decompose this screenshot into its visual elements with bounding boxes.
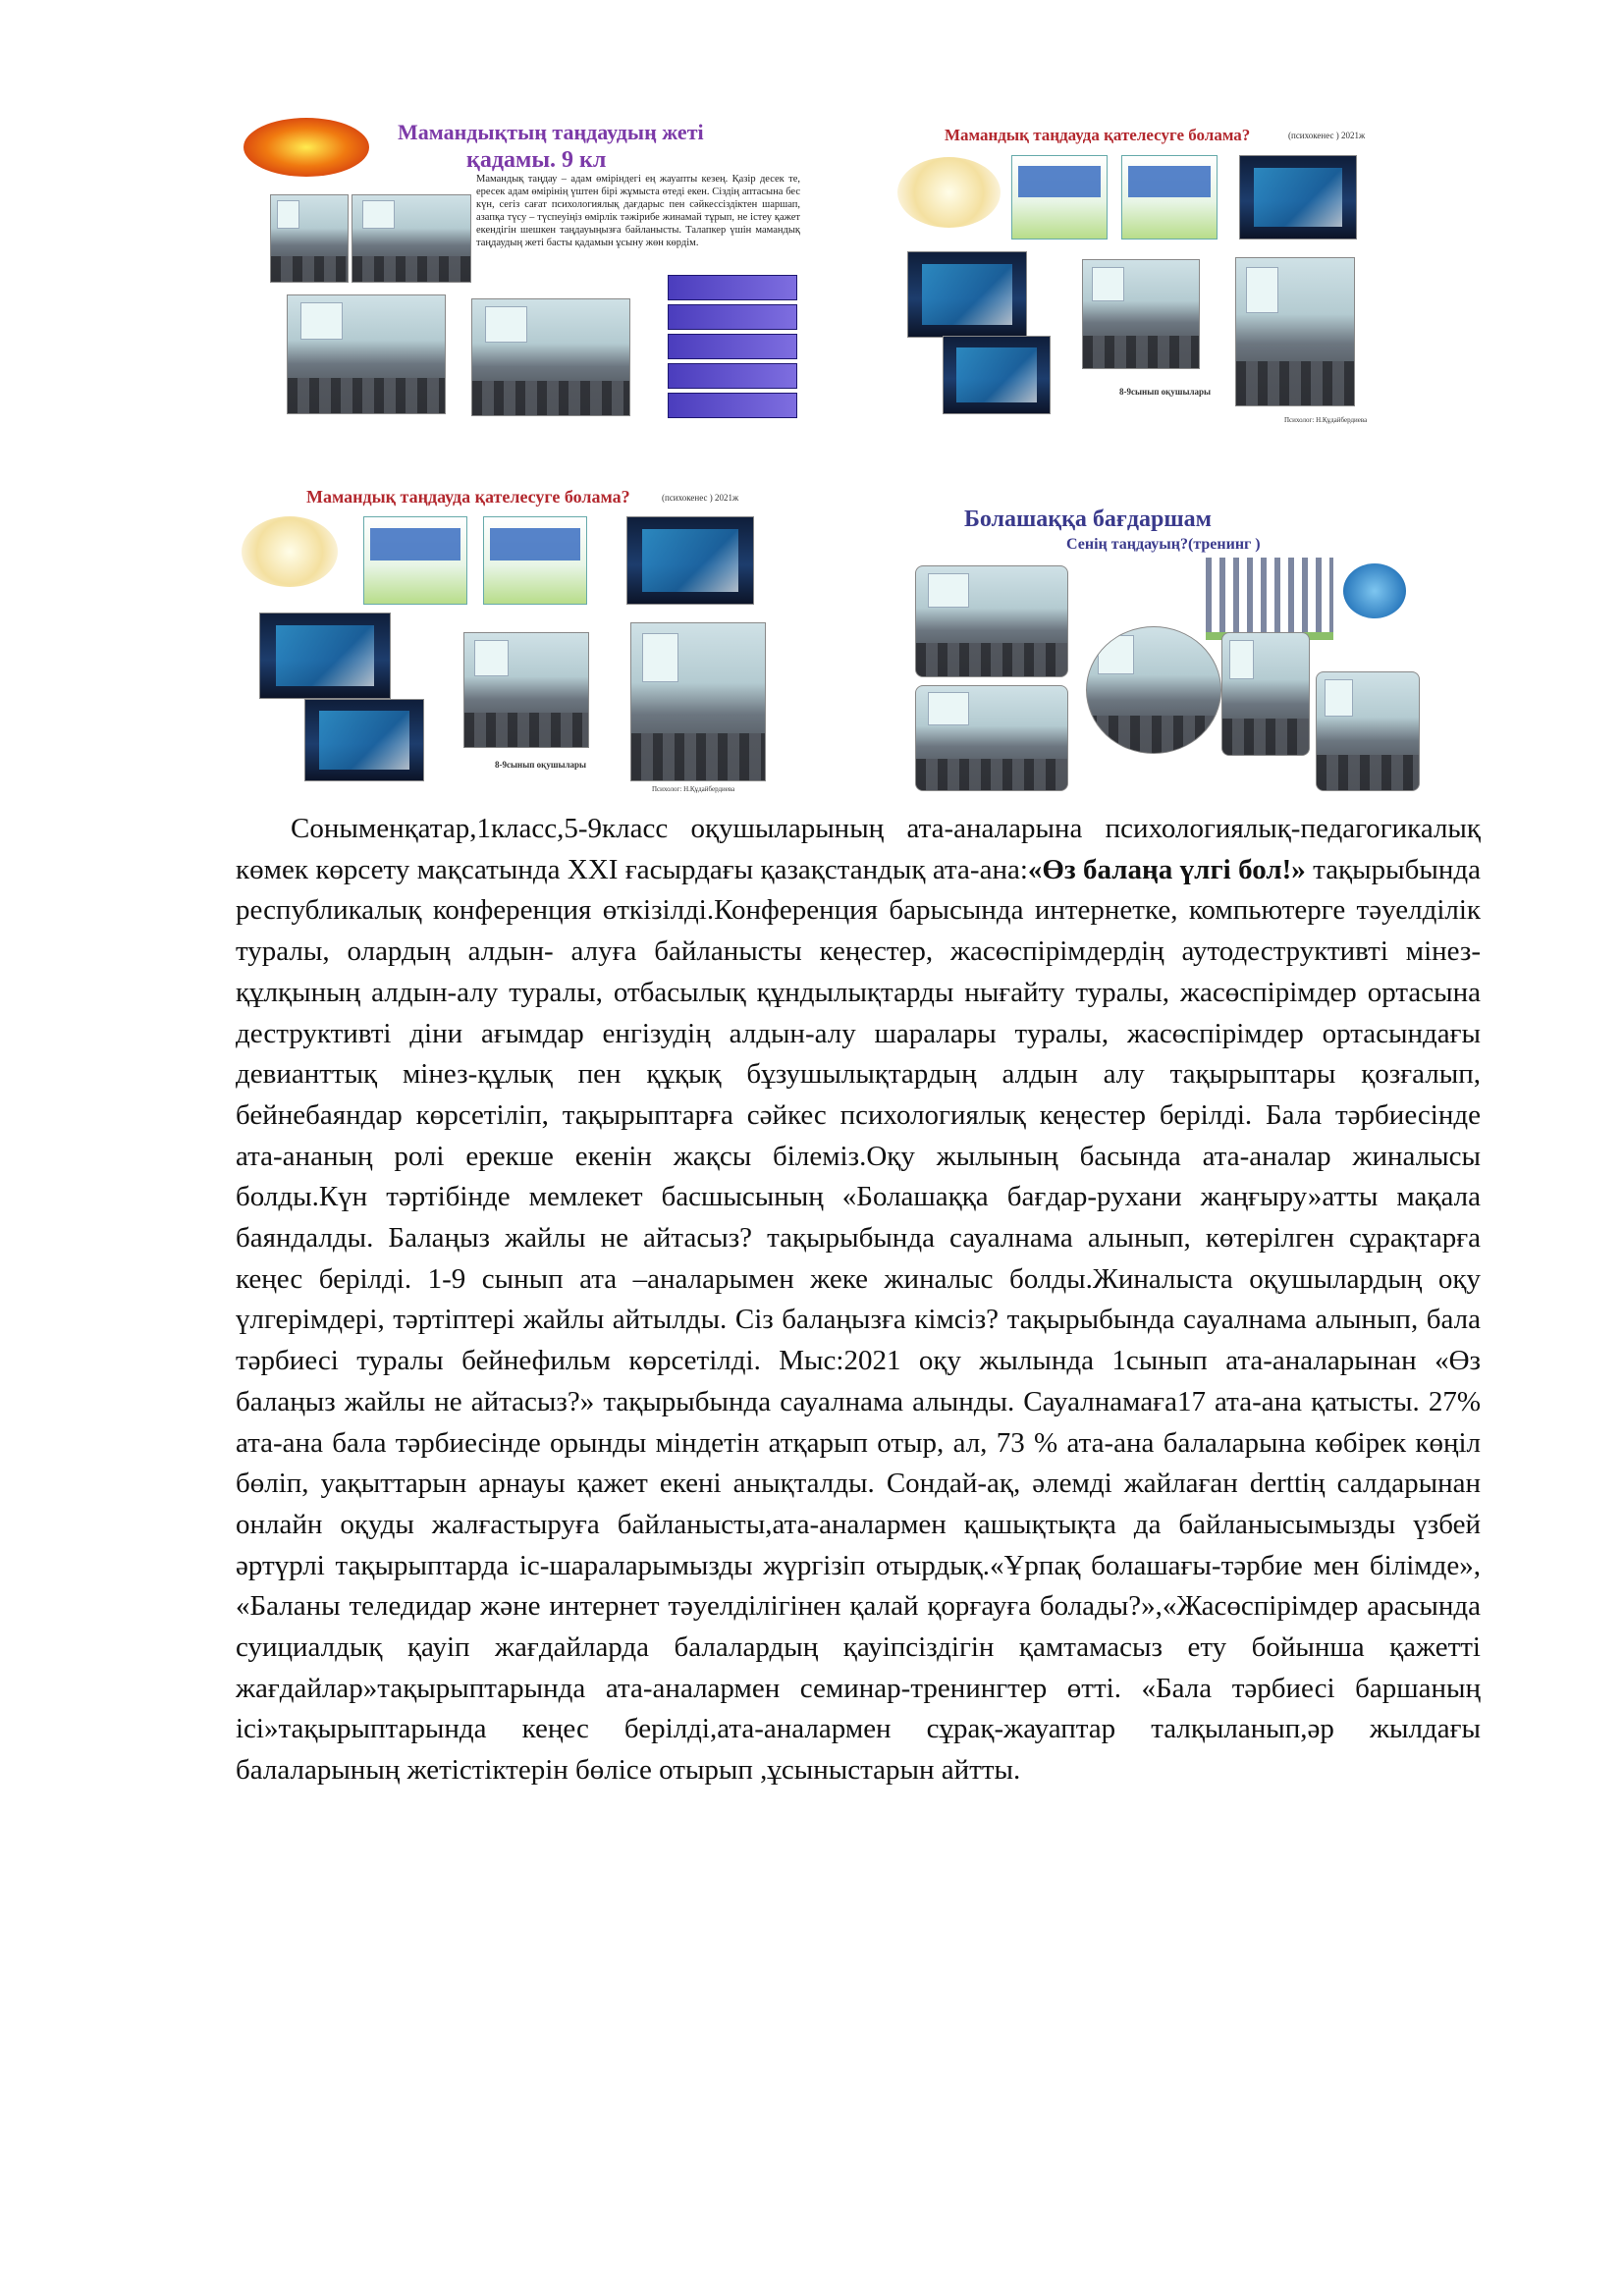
collage-title-line1: Мамандықтың таңдаудың жеті	[398, 120, 704, 144]
video-screen-photo	[626, 516, 754, 605]
article-text-part1: Соныменқатар,1класс,5-9класс оқушыларының ата-аналарына психологиялық-педагогикалық көмек көрсету мақсатында XXI ғасырдағы қазақстандық ата-ана:	[236, 813, 1481, 885]
collage-subtitle: Сенің таңдауың?(тренинг )	[1066, 536, 1261, 553]
business-people-graphic	[1206, 558, 1333, 640]
collage-title: Болашаққа бағдаршам	[964, 507, 1212, 532]
slide-thumbnail	[1011, 155, 1108, 240]
collage-credit: Психолог: Н.Құдайбердиева	[1284, 416, 1368, 424]
classroom-photo	[1235, 257, 1355, 406]
collage-career-mistake-bottom	[240, 485, 801, 797]
collage-title-note: (психокенес ) 2021ж	[662, 493, 739, 503]
collage-title-line2: қадамы. 9 кл	[466, 147, 607, 173]
classroom-photo	[270, 194, 349, 283]
group-discussion-photo	[1086, 626, 1221, 754]
collage-title: Мамандық таңдауда қателесуге болама?	[945, 126, 1251, 144]
globe-books-icon	[1343, 563, 1406, 618]
classroom-photo	[471, 298, 630, 416]
projector-screen-photo	[259, 613, 391, 699]
slide-banner	[668, 334, 797, 359]
projector-screen-photo	[907, 251, 1027, 338]
projector-screen-photo	[943, 336, 1051, 414]
slide-banner	[668, 304, 797, 330]
article-text-part2: тақырыбында республикалық конференция өткізілді.Конференция барысында интернетке, компьютерге тәуелділік туралы, олардың алдын- алуға байланысты кеңестер, жасөспірімдердің аутодеструктивті мінез-құлқының алдын-алу туралы, отбасылық құндылықтарды нығайту туралы, жасөспірімдер ортасына деструктивті діни ағымдар енгізудің алдын-алу шаралары туралы, жасөспірімдер ортасындағы девианттық мінез-құлық пен құқық бұзушылықтардың алдын алу тақырыптары қозғалып, бейнебаяндар көрсетіліп, тақырыптарға сәйкес психологиялық кеңестер берілді. Бала тәрбиесінде ата-ананың ролі ерекше екенін жақсы білеміз.Оқу жылының басында ата-аналар жиналысы болды.Күн тәртібінде мемлекет басшысының «Болашаққа бағдар-рухани жаңғыру»атты мақала баяндалды. Балаңыз жайлы не айтасыз? тақырыбында сауалнама алынып, көтерілген сұрақтарға кеңес берілді. 1-9 сынып ата –аналарымен жеке жиналыс болды.Жиналыста оқушылардың оқу үлгерімдері, тәртіптері жайлы айтылды. Сіз балаңызға кімсіз? тақырыбында сауалнама алынып, бала тәрбиесі туралы бейнефильм көрсетілді. Мыс:2021 оқу жылында 1сынып ата-аналарынан «Өз балаңыз жайлы не айтасыз?» тақырыбында сауалнама алынды. Сауалнамаға17 ата-ана қатысты. 27% ата-ана бала тәрбиесінде орынды міндетін атқарып отыр, ал, 73 % ата-ана балаларына көбірек көңіл бөліп, уақыттарын арнауы қажет екені анықталды. Сондай-ақ, әлемді жайлаған derttің салдарынан онлайн оқуды жалғастыруға байланысты,ата-аналармен қашықтықта да байланысымызды үзбей әртүрлі тақырыптарда іс-шараларымызды жүргізіп отырдық.«Ұрпақ болашағы-тәрбие мен білімде», «Баланы теледидар және интернет тәуелділігінен қалай қорғауға болады?»,«Жасөспірімдер арасында суициалдық қауіп жағдайларда балалардың қауіпсіздігін қамтамасыз ету бойынша қажетті жағдайлар»тақырыптарында ата-аналармен семинар-тренингтер өтті. «Бала тәрбиесі баршаның ісі»тақырыптарында кеңес берілді,ата-аналармен сұрақ-жауаптар талқыланып,әр жылдағы балаларының жетістіктерін бөлісе отырып ,ұсыныстарын айтты.	[236, 853, 1482, 1787]
slide-thumbnail	[363, 516, 467, 605]
classroom-photo	[915, 685, 1068, 791]
classroom-photo	[1221, 632, 1310, 756]
collage-future-training	[911, 499, 1420, 797]
classroom-photo	[1316, 671, 1420, 791]
slide-thumbnail	[483, 516, 587, 605]
collage-caption: 8-9сынып оқушылары	[495, 760, 587, 770]
article-paragraph	[236, 809, 1481, 1791]
slide-banner	[668, 393, 797, 418]
slide-thumbnail	[1121, 155, 1218, 240]
classroom-photo	[352, 194, 471, 283]
collage-credit: Психолог: Н.Құдайбердиева	[652, 785, 735, 793]
classroom-photo	[463, 632, 589, 748]
collage-career-mistake-top	[895, 120, 1406, 432]
collage-title-note: (психокенес ) 2021ж	[1288, 131, 1366, 140]
oval-emblem	[242, 516, 338, 587]
collage-body-text: Мамандық таңдау – адам өміріндегі ең жауапты кезең. Қазір десек те, ересек адам өмірінің үштен бірі жұмыста өтеді екен. Сіздің аптасына бес күн, сегіз сағат психологиялық дағдарыс пен сәйкессіздіктен шаршап, азапқа түсу – түспеуіңіз өмірлік тәжірибе жинамай тұрып, не істеу қажет екендігін шешкен таңдауыңызға байланысты. Талапкер үшін мамандық таңдаудың жеті басты қадамын ұсыну жөн көрдім.	[476, 174, 800, 248]
conference-title: «Өз балаңа үлгі бол!»	[1027, 853, 1306, 885]
classroom-photo	[1082, 259, 1200, 369]
classroom-photo	[287, 294, 446, 414]
classroom-photo	[630, 622, 766, 781]
slide-banner	[668, 363, 797, 389]
orange-badge	[244, 118, 369, 177]
oval-emblem	[897, 157, 1001, 228]
classroom-photo	[915, 565, 1068, 677]
collage-career-steps	[236, 110, 805, 434]
collage-title: Мамандық таңдауда қателесуге болама?	[306, 487, 630, 507]
collage-caption: 8-9сынып оқушылары	[1119, 387, 1212, 397]
projector-screen-photo	[304, 699, 424, 781]
slide-banner	[668, 275, 797, 300]
video-screen-photo	[1239, 155, 1357, 240]
